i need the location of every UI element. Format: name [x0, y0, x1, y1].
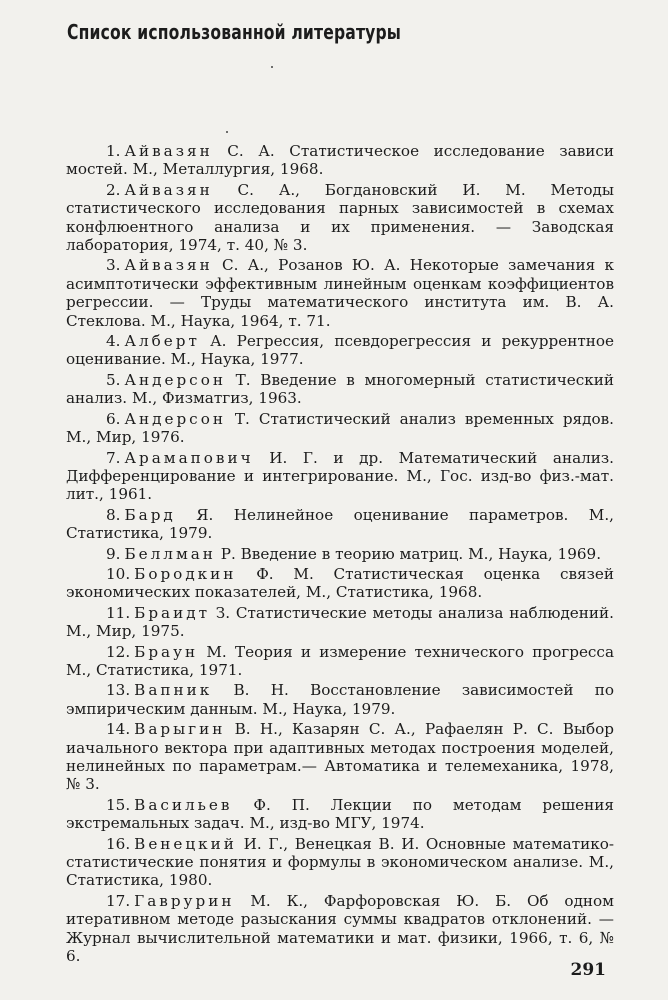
reference-item	[66, 142, 614, 179]
reference-text: С. А. Статистическое исследование зависи мостей. М., Металлургия, 1968.	[66, 142, 614, 179]
reference-author: Алберт	[124, 332, 200, 351]
reference-author: Беллман	[124, 544, 216, 563]
reference-text: В. Н. Восстановление зависимостей по эмпирическим данным. М., Наука, 1979.	[66, 681, 614, 718]
reference-number: 17.	[106, 891, 131, 910]
reference-author: Айвазян	[124, 256, 213, 275]
print-speck	[271, 66, 273, 68]
reference-author: Гаврурин	[134, 891, 235, 910]
reference-item	[66, 681, 614, 718]
reference-item	[66, 256, 614, 330]
reference-item	[66, 643, 614, 680]
reference-item	[66, 449, 614, 504]
reference-text: М. К., Фарфоровская Ю. Б. Об одном итеративном методе разыскания суммы квадратов отклонений. — Журнал вычислительной математики и мат. физики, 1966, т. 6, № 6.	[66, 891, 614, 966]
reference-author: Андерсон	[124, 409, 226, 428]
reference-text: В. Н., Казарян С. А., Рафаелян Р. С. Выбор иачального вектора при адаптивных методах построения моделей, нелинейных по параметрам.— Автоматика и телемеханика, 1978, № 3.	[66, 720, 614, 794]
reference-author: Вапник	[134, 681, 213, 700]
reference-author: Айвазян	[124, 142, 213, 160]
reference-text: Т. Введение в многомерный статистический анализ. М., Физматгиз, 1963.	[66, 370, 614, 408]
reference-item	[66, 371, 614, 408]
reference-item	[66, 506, 614, 543]
reference-author: Андерсон	[124, 370, 226, 389]
reference-item	[66, 545, 614, 563]
reference-author: Браун	[134, 642, 199, 661]
reference-item	[66, 835, 614, 890]
reference-number: 1.	[106, 142, 121, 160]
reference-author: Бородкин	[134, 564, 237, 583]
reference-text: З. Статистические методы анализа наблюдений. М., Мир, 1975.	[66, 603, 614, 641]
reference-number: 15.	[106, 795, 131, 814]
reference-number: 9.	[106, 544, 121, 563]
reference-number: 10.	[106, 564, 131, 583]
reference-text: Т. Статистический анализ временных рядов. М., Мир, 1976.	[66, 409, 614, 447]
reference-text: М. Теория и измерение технического прогресса М., Статистика, 1971.	[66, 642, 614, 679]
reference-number: 5.	[106, 370, 121, 389]
reference-text: Р. Введение в теорию матриц. М., Наука, 1969.	[215, 544, 602, 563]
reference-number: 12.	[106, 642, 131, 661]
reference-number: 4.	[106, 332, 121, 351]
reference-item	[66, 565, 614, 602]
reference-number: 8.	[106, 505, 121, 524]
reference-number: 11.	[106, 603, 131, 622]
reference-number: 3.	[106, 256, 121, 275]
reference-text: С. А., Розанов Ю. А. Некоторые замечания к асимптотически эффективным линейным оценкам коэффициентов регрессии. — Труды математического института им. В. А. Стеклова. М., Наука, 1964, т. 71.	[66, 256, 614, 330]
reference-item	[66, 332, 614, 369]
reference-text: Ф. П. Лекции по методам решения экстремальных задач. М., изд-во МГУ, 1974.	[66, 795, 614, 833]
reference-number: 13.	[106, 681, 131, 700]
reference-author: Браидт	[134, 603, 210, 622]
reference-number: 14.	[106, 720, 131, 739]
reference-text: И. Г. и др. Математический анализ. Дифференцирование и интегрирование. М., Гос. изд-во физ.-мат. лит., 1961.	[66, 448, 614, 504]
reference-author: Васильев	[134, 795, 233, 814]
page-title: Список использованной литературы	[67, 20, 402, 44]
page-number: 291	[570, 960, 606, 980]
reference-text: Ф. М. Статистическая оценка связей экономических показателей, М., Статистика, 1968.	[66, 564, 614, 602]
reference-author: Варыгин	[134, 720, 226, 739]
reference-author: Бард	[124, 505, 176, 524]
reference-list	[66, 142, 614, 967]
reference-text: И. Г., Венецкая В. И. Основные математико-статистические понятия и формулы в экономическом анализе. М., Статистика, 1980.	[66, 834, 614, 890]
reference-number: 6.	[106, 409, 121, 428]
reference-text: Я. Нелинейное оценивание параметров. М., Статистика, 1979.	[66, 505, 614, 543]
reference-author: Венецкий	[134, 834, 237, 853]
reference-item	[66, 410, 614, 447]
reference-author: Айвазян	[124, 180, 213, 199]
reference-number: 16.	[106, 834, 131, 853]
print-speck	[226, 131, 228, 133]
reference-item	[66, 181, 614, 255]
reference-text: А. Регрессия, псевдорегрессия и рекуррентное оценивание. М., Наука, 1977.	[66, 332, 614, 369]
reference-number: 2.	[106, 180, 121, 199]
reference-item	[66, 720, 614, 794]
reference-text: С. А., Богдановский И. М. Методы статистического исследования парных зависимостей в схемах конфлюентного анализа и их применения. — Заводская лаборатория, 1974, т. 40, № 3.	[66, 180, 614, 255]
reference-item	[66, 892, 614, 966]
reference-number: 7.	[106, 448, 121, 467]
reference-item	[66, 796, 614, 833]
reference-author: Арамапович	[124, 448, 254, 467]
reference-item	[66, 604, 614, 641]
